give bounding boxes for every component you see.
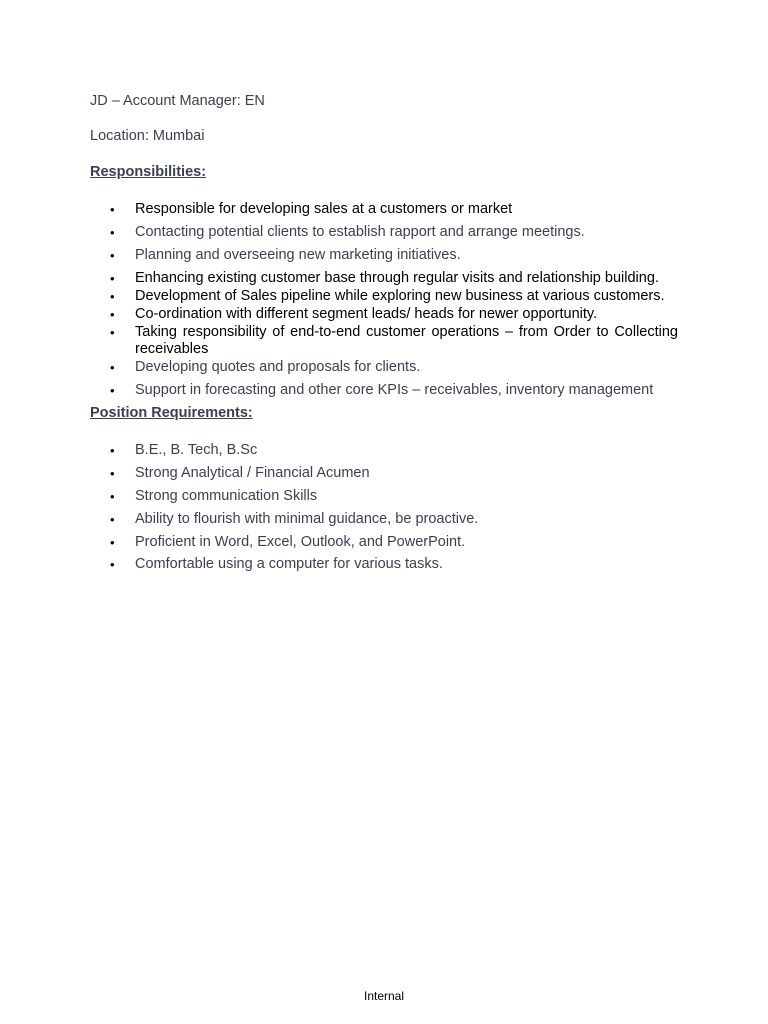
list-item: • Ability to flourish with minimal guidance, be proactive. [90, 511, 678, 529]
list-item: • Co-ordination with different segment leads/ heads for newer opportunity. [90, 306, 678, 324]
requirements-list [90, 442, 678, 574]
list-item: • Responsible for developing sales at a customers or market [90, 201, 678, 219]
list-item: • B.E., B. Tech, B.Sc [90, 442, 678, 460]
list-item: • Planning and overseeing new marketing initiatives. [90, 247, 678, 265]
list-item: • Taking responsibility of end-to-end customer operations – from Order to Collecting receivables [90, 324, 678, 359]
responsibilities-list [90, 201, 678, 400]
responsibilities-heading: Responsibilities: [90, 164, 207, 180]
job-location: Location: Mumbai [90, 128, 205, 144]
footer-classification: Internal [363, 989, 405, 1003]
requirements-heading: Position Requirements: [90, 405, 253, 421]
document-body [90, 93, 678, 579]
list-item: • Comfortable using a computer for various tasks. [90, 556, 678, 574]
list-item: • Development of Sales pipeline while exploring new business at various customers. [90, 288, 678, 306]
document-title: JD – Account Manager: EN [90, 93, 265, 109]
list-item: • Strong communication Skills [90, 488, 678, 506]
list-item: • Support in forecasting and other core KPIs – receivables, inventory management [90, 382, 678, 400]
list-item: • Strong Analytical / Financial Acumen [90, 465, 678, 483]
list-item: • Contacting potential clients to establish rapport and arrange meetings. [90, 224, 678, 242]
list-item: • Enhancing existing customer base through regular visits and relationship building. [90, 270, 678, 288]
list-item: • Proficient in Word, Excel, Outlook, and PowerPoint. [90, 534, 678, 552]
list-item: • Developing quotes and proposals for clients. [90, 359, 678, 377]
